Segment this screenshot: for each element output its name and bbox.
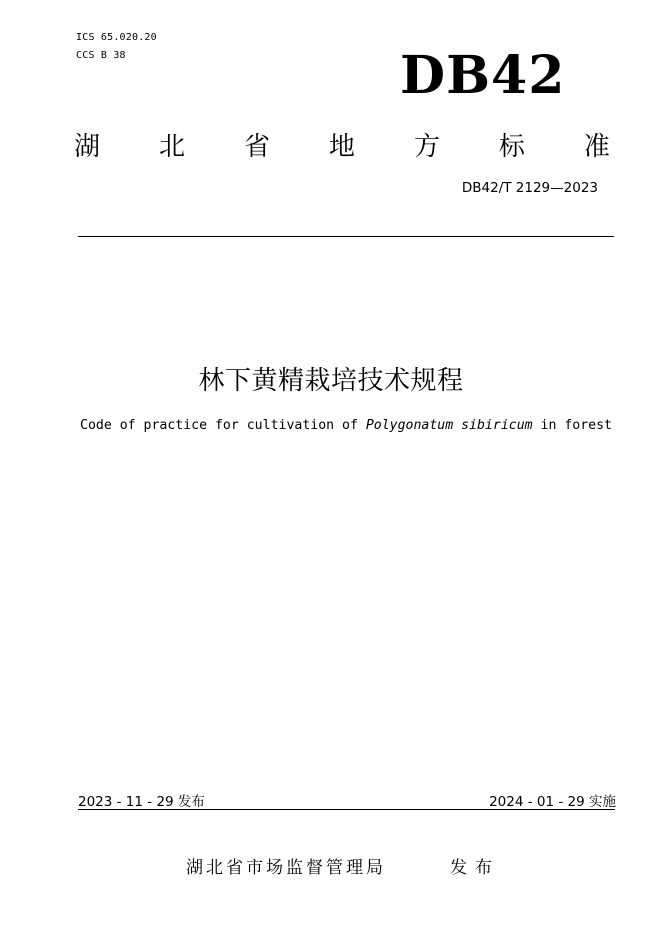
issue-date: 2023 - 11 - 29 发布 xyxy=(78,794,205,810)
english-title xyxy=(0,418,662,433)
ccs-code: CCS B 38 xyxy=(76,50,126,61)
standard-type-heading xyxy=(74,126,610,163)
db-code-logo: DB42 xyxy=(400,45,566,106)
english-title-suffix: in forest xyxy=(532,418,612,433)
english-title-prefix: Code of practice for cultivation of xyxy=(80,418,366,433)
standard-type-char: 方 xyxy=(413,132,440,162)
standard-type-char: 湖 xyxy=(74,132,101,162)
chinese-title: 林下黄精栽培技术规程 xyxy=(198,366,464,396)
standard-type-char: 北 xyxy=(158,132,185,162)
standard-type-char: 地 xyxy=(328,132,355,162)
standard-type-char: 标 xyxy=(498,132,525,162)
bottom-divider xyxy=(78,809,615,810)
top-divider xyxy=(78,236,614,237)
implementation-date: 2024 - 01 - 29 实施 xyxy=(489,794,616,810)
standard-type-char: 准 xyxy=(583,132,610,162)
ics-code: ICS 65.020.20 xyxy=(76,32,157,43)
english-title-species: Polygonatum sibiricum xyxy=(365,418,533,433)
standard-number: DB42/T 2129—2023 xyxy=(461,180,598,196)
standard-type-char: 省 xyxy=(243,132,270,162)
publisher-name: 湖北省市场监督管理局 xyxy=(186,858,386,878)
publish-label: 发布 xyxy=(450,858,500,878)
